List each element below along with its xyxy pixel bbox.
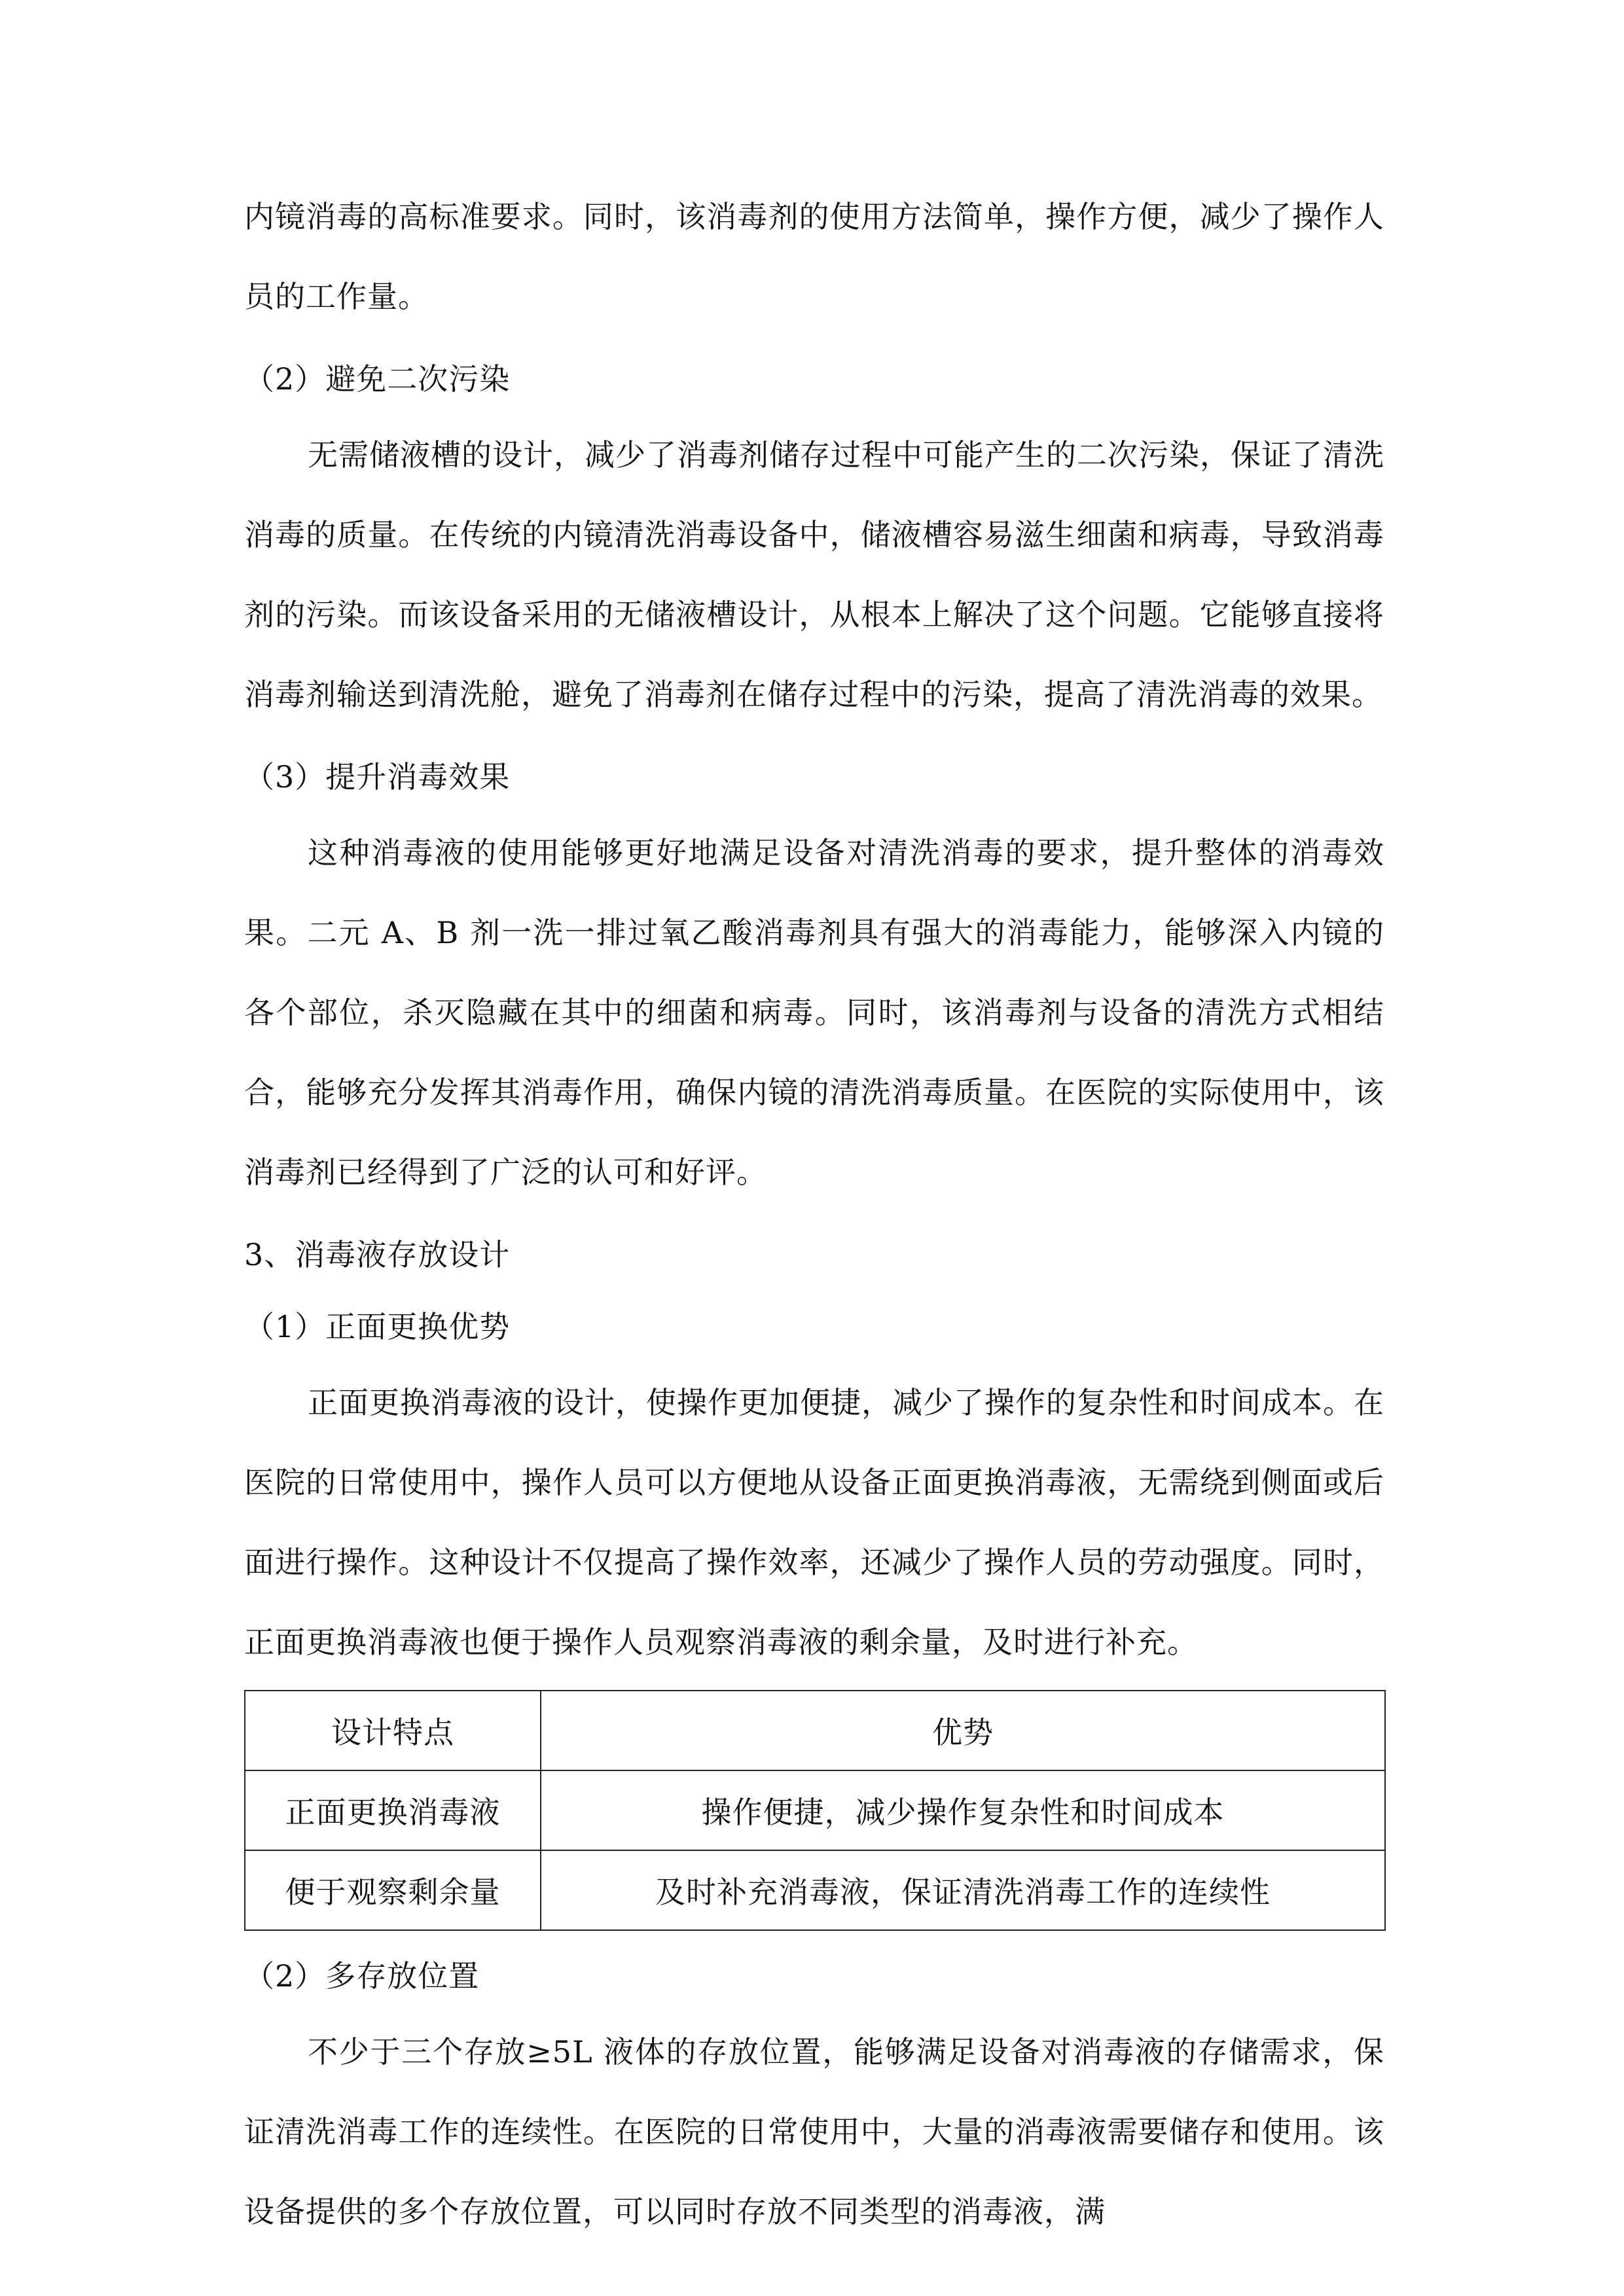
- page-content: [244, 177, 1384, 2251]
- heading-front-replacement: （1）正面更换优势: [244, 1309, 511, 1344]
- table-cell: 便于观察剩余量: [245, 1850, 541, 1930]
- heading-storage-design: 3、消毒液存放设计: [244, 1237, 511, 1272]
- heading-improve-disinfection: （3）提升消毒效果: [244, 759, 511, 795]
- table-row: [245, 1850, 1385, 1930]
- paragraph-continuation: 内镜消毒的高标准要求。同时，该消毒剂的使用方法简单，操作方便，减少了操作人员的工作量。: [244, 199, 1384, 314]
- table-cell: 正面更换消毒液: [245, 1770, 541, 1850]
- table-cell: 及时补充消毒液，保证清洗消毒工作的连续性: [541, 1850, 1385, 1930]
- feature-table: [244, 1690, 1386, 1931]
- heading-multiple-storage: （2）多存放位置: [244, 1958, 480, 1994]
- paragraph-disinfectant-effect: 这种消毒液的使用能够更好地满足设备对清洗消毒的要求，提升整体的消毒效果。二元 A、B 剂一洗一排过氧乙酸消毒剂具有强大的消毒能力，能够深入内镜的各个部位，杀灭隐藏在其中的细菌和病毒。同时，该消毒剂与设备的清洗方式相结合，能够充分发挥其消毒作用，确保内镜的清洗消毒质量。在医院的实际使用中，该消毒剂已经得到了广泛的认可和好评。: [244, 835, 1384, 1190]
- table-cell: 操作便捷，减少操作复杂性和时间成本: [541, 1770, 1385, 1850]
- paragraph-no-tank-design: 无需储液槽的设计，减少了消毒剂储存过程中可能产生的二次污染，保证了清洗消毒的质量。在传统的内镜清洗消毒设备中，储液槽容易滋生细菌和病毒，导致消毒剂的污染。而该设备采用的无储液槽设计，从根本上解决了这个问题。它能够直接将消毒剂输送到清洗舱，避免了消毒剂在储存过程中的污染，提高了清洗消毒的效果。: [244, 437, 1384, 712]
- heading-avoid-secondary-pollution: （2）避免二次污染: [244, 361, 511, 397]
- paragraph-front-replacement: 正面更换消毒液的设计，使操作更加便捷，减少了操作的复杂性和时间成本。在医院的日常使用中，操作人员可以方便地从设备正面更换消毒液，无需绕到侧面或后面进行操作。这种设计不仅提高了操作效率，还减少了操作人员的劳动强度。同时，正面更换消毒液也便于操作人员观察消毒液的剩余量，及时进行补充。: [244, 1385, 1384, 1660]
- paragraph-multiple-storage: 不少于三个存放≥5L 液体的存放位置，能够满足设备对消毒液的存储需求，保证清洗消毒工作的连续性。在医院的日常使用中，大量的消毒液需要储存和使用。该设备提供的多个存放位置，可以同时存放不同类型的消毒液，满: [244, 2034, 1384, 2229]
- table-header-cell: 优势: [541, 1691, 1385, 1770]
- table-header-cell: 设计特点: [245, 1691, 541, 1770]
- table-row: [245, 1770, 1385, 1850]
- table-header-row: [245, 1691, 1385, 1770]
